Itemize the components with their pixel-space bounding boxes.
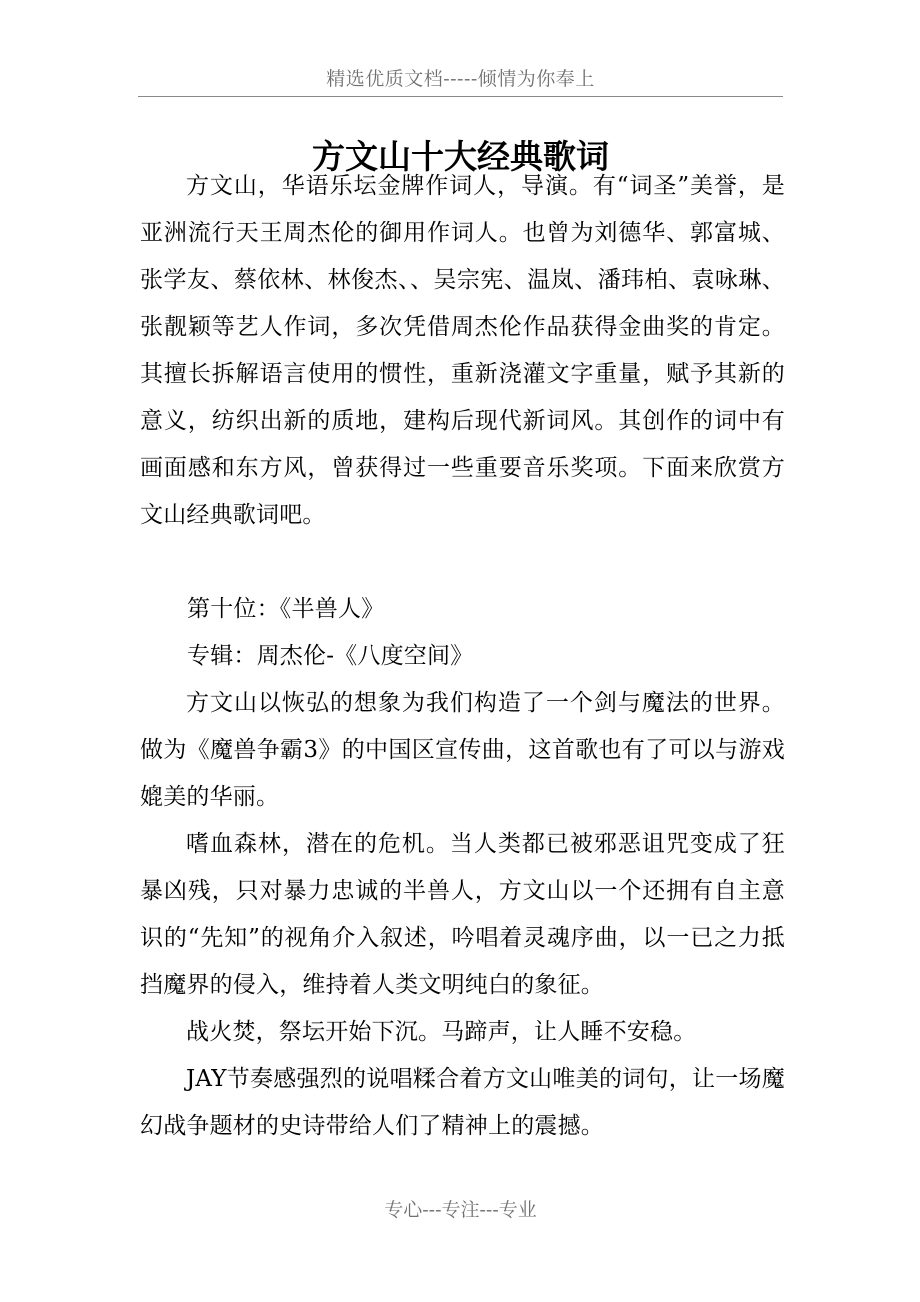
body-paragraph: 方文山以恢弘的想象为我们构造了一个剑与魔法的世界。做为《魔兽争霸3》的中国区宣传曲，这首歌也有了可以与游戏媲美的华丽。 — [140, 690, 785, 810]
page-header: 精选优质文档-----倾情为你奉上 — [138, 62, 783, 97]
intro-paragraph: 方文山，华语乐坛金牌作词人，导演。有“词圣”美誉，是亚洲流行天王周杰伦的御用作词人。也曾为刘德华、郭富城、张学友、蔡依林、林俊杰、、吴宗宪、温岚、潘玮柏、袁咏琳、张靓颖等艺人作词，多次凭借周杰伦作品获得金曲奖的肯定。其擅长拆解语言使用的惯性，重新浇灌文字重量，赋予其新的意义，纺织出新的质地，建构后现代新词风。其创作的词中有画面感和东方风，曾获得过一些重要音乐奖项。下面来欣赏方文山经典歌词吧。 — [140, 173, 785, 528]
page-footer: 专心---专注---专业 — [384, 1199, 537, 1221]
rank-title: 第十位：《半兽人》 — [187, 596, 385, 622]
blank-line — [140, 539, 785, 586]
body-paragraph: JAY节奏感强烈的说唱糅合着方文山唯美的词句，让一场魔幻战争题材的史诗带给人们了精神上的震撼。 — [140, 1066, 785, 1139]
body-paragraph: 嗜血森林，潜在的危机。当人类都已被邪恶诅咒变成了狂暴凶残，只对暴力忠诚的半兽人，方文山以一个还拥有自主意识的“先知”的视角介入叙述，吟唱着灵魂序曲，以一已之力抵挡魔界的侵入，维持着人类文明纯白的象征。 — [140, 831, 785, 998]
album-line: 专辑：周杰伦-《八度空间》 — [187, 643, 474, 669]
body-paragraph: 战火焚，祭坛开始下沉。马蹄声，让人睡不安稳。 — [186, 1019, 697, 1045]
document-body — [140, 163, 785, 1150]
document-title: 方文山十大经典歌词 — [312, 137, 609, 177]
